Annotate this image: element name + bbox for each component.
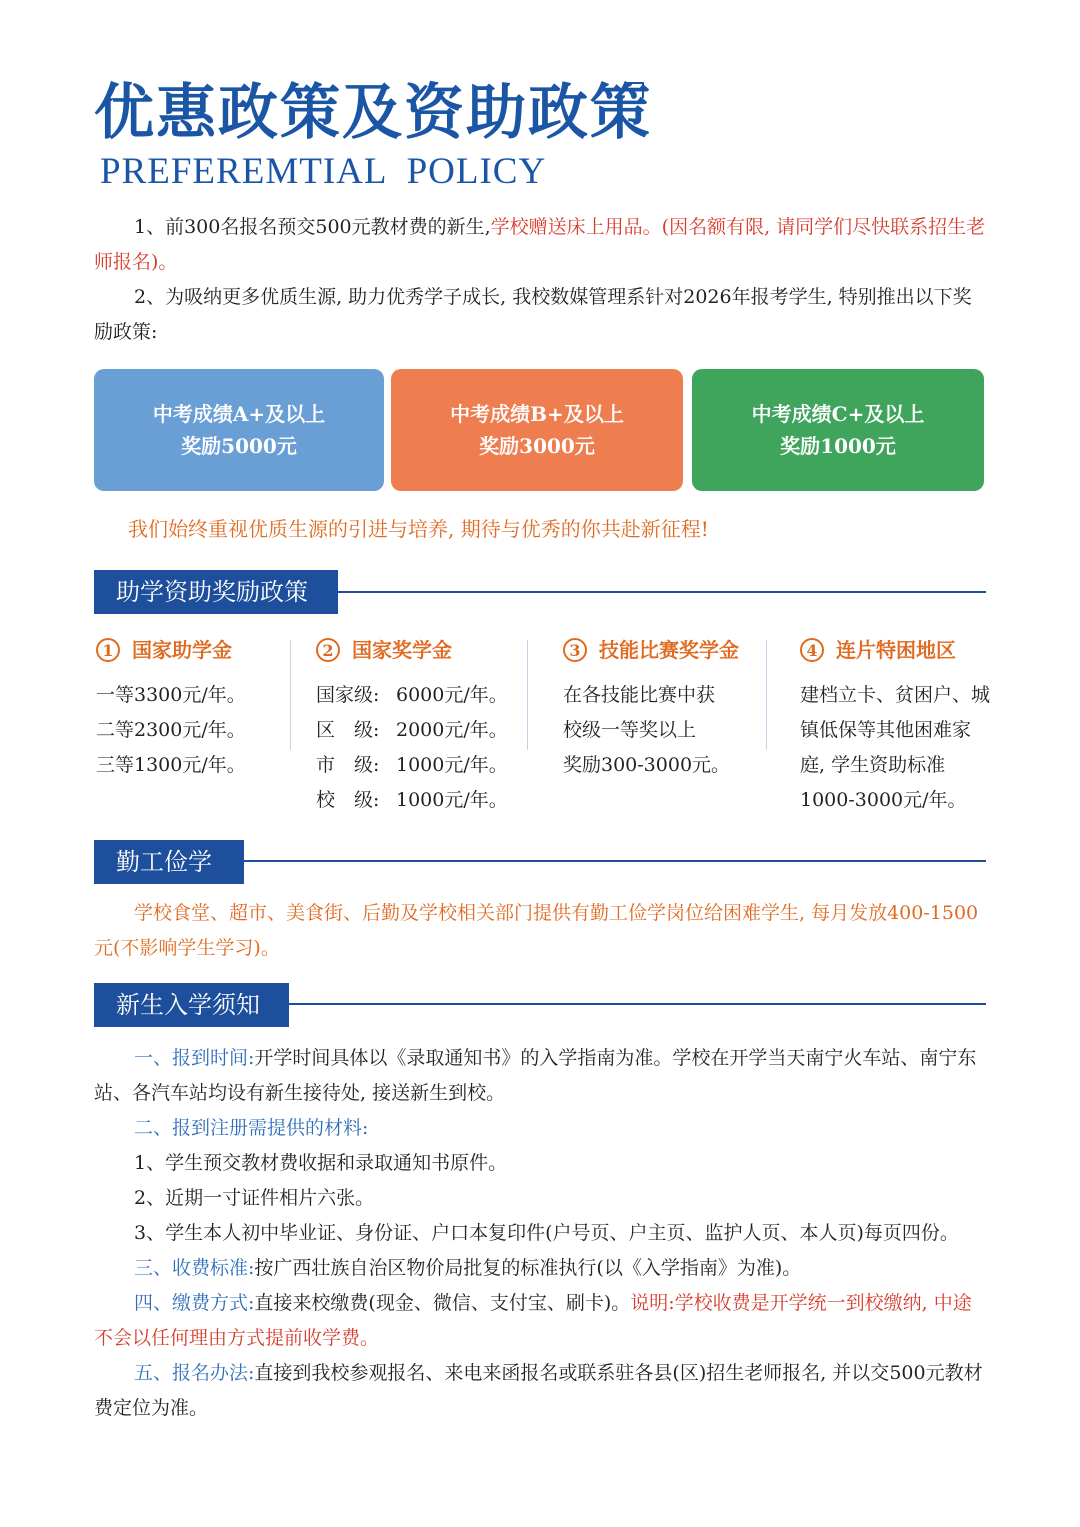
skills-line: 校级一等奖以上 [563,719,697,741]
aid-column-poverty-head: 连片特困地区 [836,637,956,662]
column-divider [766,640,767,750]
skills-line: 在各技能比赛中获 [563,684,716,706]
aid-section-divider [338,591,986,593]
enroll-section-title: 新生入学须知 [94,983,289,1027]
scholarship-row [316,748,516,783]
scholarship-level: 国家级: [316,684,380,706]
work-section-title: 勤工俭学 [94,840,244,884]
reward-card-a-amount: 奖励5000元 [181,434,297,458]
number-badge-2: 2 [316,638,340,662]
slogan-text: 我们始终重视优质生源的引进与培养, 期待与优秀的你共赴新征程! [128,517,709,541]
enroll-item-4-note: 说明:学校收费是开学统一到校缴纳, 中途不会以任何理由方式提前收学费。 [94,1292,972,1349]
intro-p1-highlight: 学校赠送床上用品。(因名额有限, 请同学们尽快联系招生老师报名)。 [94,216,986,273]
aid-column-scholarship-head: 国家奖学金 [352,637,452,662]
scholarship-amount: 2000元/年。 [396,719,508,741]
aid-column-scholarship [316,632,516,818]
aid-column-poverty [800,632,990,818]
grant-line: 三等1300元/年。 [96,754,246,776]
material-item: 3、学生本人初中毕业证、身份证、户口本复印件(户号页、户主页、监护人页、本人页)每页四份。 [134,1222,959,1244]
scholarship-amount: 1000元/年。 [396,754,508,776]
title-corner-decoration [628,82,644,98]
poverty-line: 庭, 学生资助标准 [800,754,946,776]
grant-line: 二等2300元/年。 [96,719,246,741]
aid-column-grant-head: 国家助学金 [132,637,232,662]
aid-section-title: 助学资助奖励政策 [94,570,338,614]
scholarship-row [316,783,516,818]
enroll-item-3-text: 按广西壮族自治区物价局批复的标准执行(以《入学指南》为准)。 [254,1257,802,1279]
number-badge-1: 1 [96,638,120,662]
enroll-item-4-label: 四、缴费方式: [134,1292,255,1314]
intro-paragraph-2: 2、为吸纳更多优质生源, 助力优秀学子成长, 我校数媒管理系针对2026年报考学生, 特别推出以下奖励政策: [94,286,972,343]
poverty-line: 1000-3000元/年。 [800,789,967,811]
enroll-item-3 [94,1251,986,1286]
reward-card-b-condition: 中考成绩B+及以上 [450,402,624,426]
scholarship-row [316,713,516,748]
scholarship-level: 区 级: [316,719,380,741]
work-section-text: 学校食堂、超市、美食街、后勤及学校相关部门提供有勤工俭学岗位给困难学生, 每月发放400-1500元(不影响学生学习)。 [94,902,979,959]
number-badge-3: 3 [563,638,587,662]
enroll-item-3-label: 三、收费标准: [134,1257,255,1279]
enroll-item-1 [94,1041,986,1111]
material-item: 2、近期一寸证件相片六张。 [134,1187,375,1209]
enroll-item-5 [94,1356,986,1426]
page-subtitle: PREFEREMTIAL POLICY [100,151,547,192]
intro-paragraph-1 [94,210,986,280]
number-badge-4: 4 [800,638,824,662]
aid-column-grant [96,632,286,783]
column-divider [290,640,291,750]
reward-card-a-condition: 中考成绩A+及以上 [152,402,326,426]
enroll-item-1-label: 一、报到时间: [134,1047,255,1069]
enroll-item-5-label: 五、报名办法: [134,1362,255,1384]
enroll-item-5-text: 直接到我校参观报名、来电来函报名或联系驻各县(区)招生老师报名, 并以交500元教材费定位为准。 [94,1362,983,1419]
enroll-section-divider [289,1003,986,1005]
reward-card-c [692,369,984,491]
reward-card-a [94,369,384,491]
reward-card-b-amount: 奖励3000元 [479,434,595,458]
aid-column-skills [563,632,753,783]
page-title: 优惠政策及资助政策 [94,78,652,148]
intro-p1-text: 1、前300名报名预交500元教材费的新生, [134,216,491,238]
poverty-line: 建档立卡、贫困户、城 [800,684,991,706]
enroll-item-4-text: 直接来校缴费(现金、微信、支付宝、刷卡)。 [254,1292,631,1314]
poverty-line: 镇低保等其他困难家 [800,719,972,741]
column-divider [527,640,528,750]
reward-card-b [391,369,683,491]
scholarship-level: 市 级: [316,754,380,776]
enroll-item-4 [94,1286,986,1356]
aid-column-skills-head: 技能比赛奖学金 [599,637,739,662]
scholarship-amount: 6000元/年。 [396,684,508,706]
grant-line: 一等3300元/年。 [96,684,246,706]
skills-line: 奖励300-3000元。 [563,754,731,776]
work-section-divider [244,860,986,862]
enroll-item-2-label: 二、报到注册需提供的材料: [134,1117,369,1139]
reward-card-c-condition: 中考成绩C+及以上 [751,402,925,426]
scholarship-level: 校 级: [316,789,380,811]
scholarship-amount: 1000元/年。 [396,789,508,811]
scholarship-row [316,678,516,713]
material-item: 1、学生预交教材费收据和录取通知书原件。 [134,1152,508,1174]
enroll-item-1-text: 开学时间具体以《录取通知书》的入学指南为准。学校在开学当天南宁火车站、南宁东站、各汽车站均设有新生接待处, 接送新生到校。 [94,1047,977,1104]
reward-card-c-amount: 奖励1000元 [780,434,896,458]
